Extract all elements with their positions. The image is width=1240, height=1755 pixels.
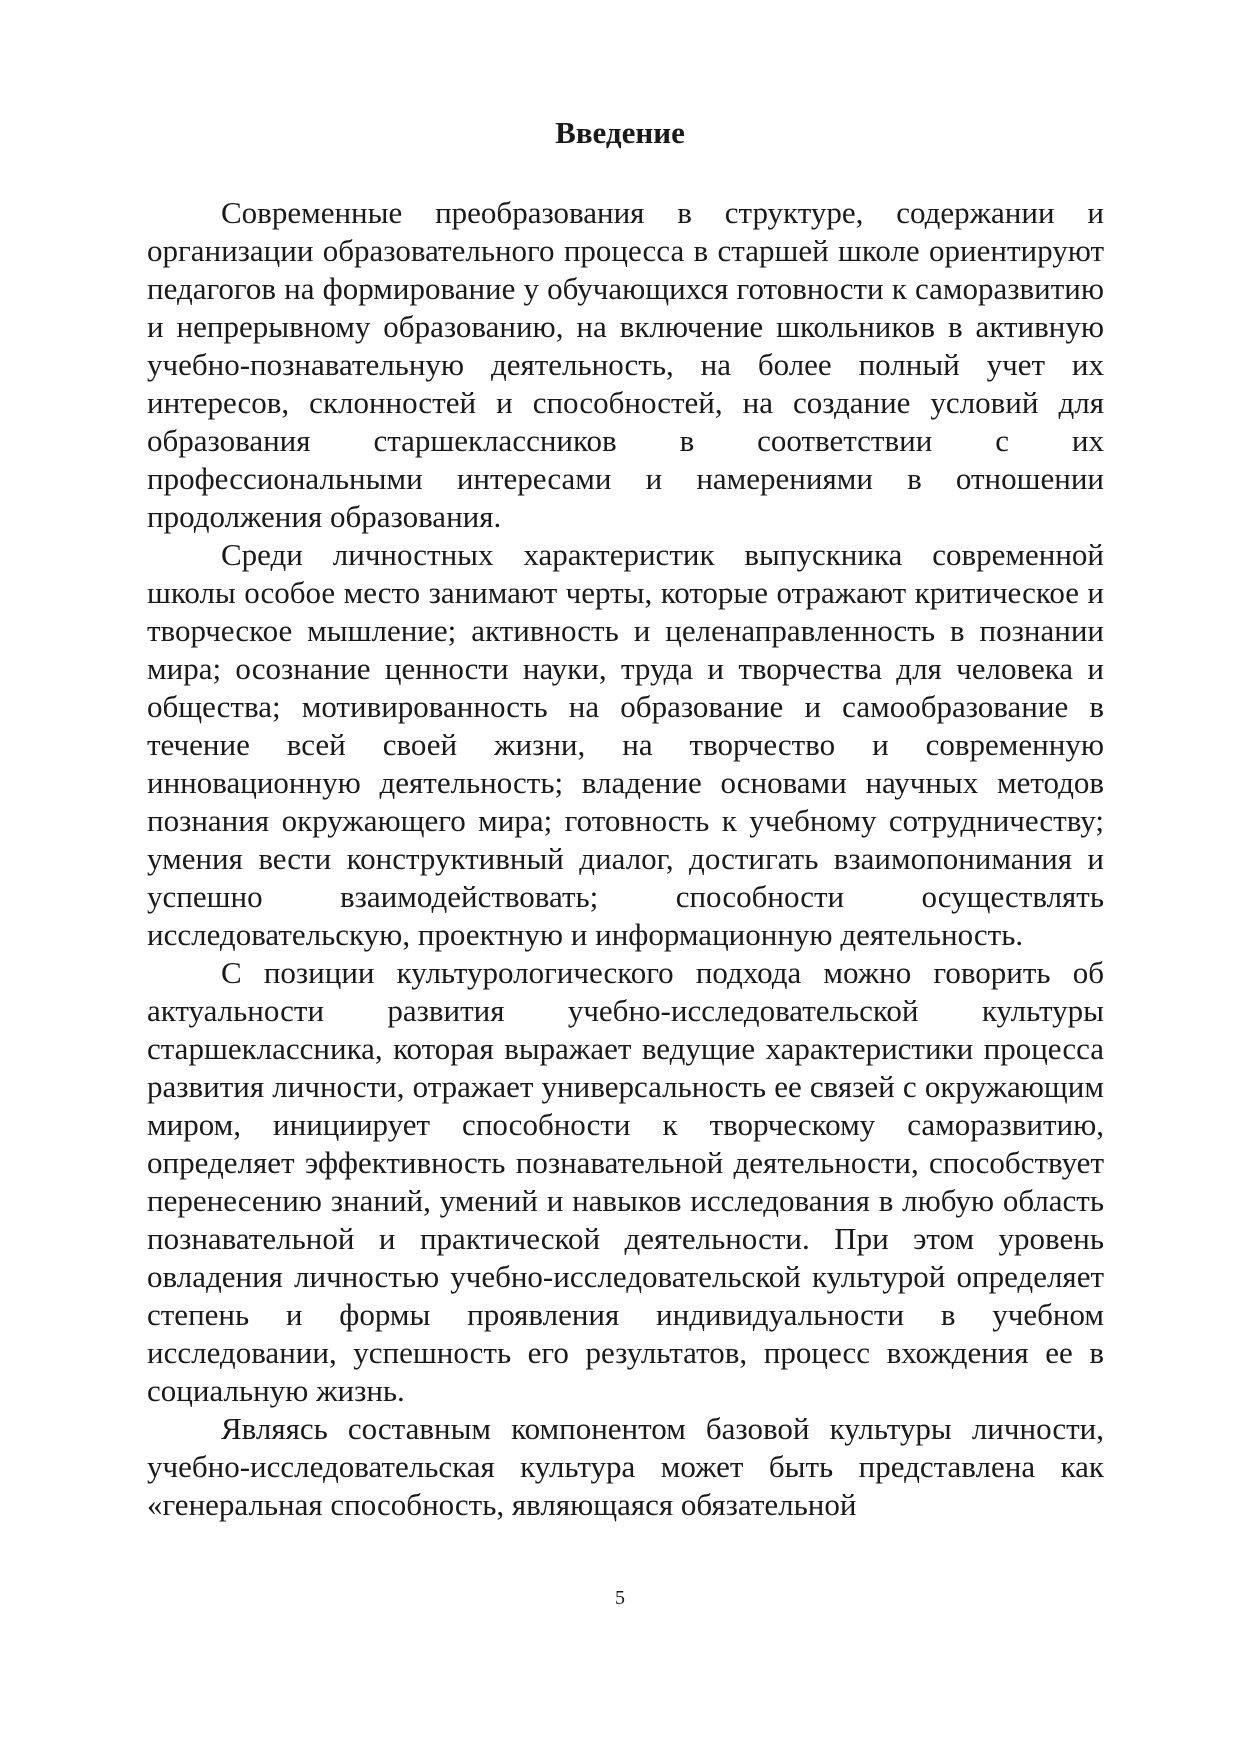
- body-text: [147, 194, 1104, 1524]
- page-title: Введение: [555, 115, 685, 150]
- paragraph-1: Современные преобразования в структуре, содержании и организации образовательного процесса в старшей школе ориентируют педагогов на формирование у обучающихся готовности к саморазвитию и непрерывному образованию, на включение школьников в активную учебно-познавательную деятельность, на более полный учет их интересов, склонностей и способностей, на создание условий для образования старшеклассников в соответствии с их профессиональными интересами и намерениями в отношении продолжения образования.: [147, 195, 1104, 534]
- page-number: 5: [615, 1587, 625, 1609]
- paragraph-4: Являясь составным компонентом базовой культуры личности, учебно-исследовательская культура может быть представлена как «генеральная способность, являющаяся обязательной: [147, 1411, 1104, 1522]
- paragraph-2: Среди личностных характеристик выпускника современной школы особое место занимают черты, которые отражают критическое и творческое мышление; активность и целенаправленность в познании мира; осознание ценности науки, труда и творчества для человека и общества; мотивированность на образование и самообразование в течение всей своей жизни, на творчество и современную инновационную деятельность; владение основами научных методов познания окружающего мира; готовность к учебному сотрудничеству; умения вести конструктивный диалог, достигать взаимопонимания и успешно взаимодействовать; способности осуществлять исследовательскую, проектную и информационную деятельность.: [147, 537, 1104, 952]
- paragraph-3: С позиции культурологического подхода можно говорить об актуальности развития учебно-исследовательской культуры старшеклассника, которая выражает ведущие характеристики процесса развития личности, отражает универсальность ее связей с окружающим миром, инициирует способности к творческому саморазвитию, определяет эффективность познавательной деятельности, способствует перенесению знаний, умений и навыков исследования в любую область познавательной и практической деятельности. При этом уровень овладения личностью учебно-исследовательской культурой определяет степень и формы проявления индивидуальности в учебном исследовании, успешность его результатов, процесс вхождения ее в социальную жизнь.: [147, 955, 1104, 1408]
